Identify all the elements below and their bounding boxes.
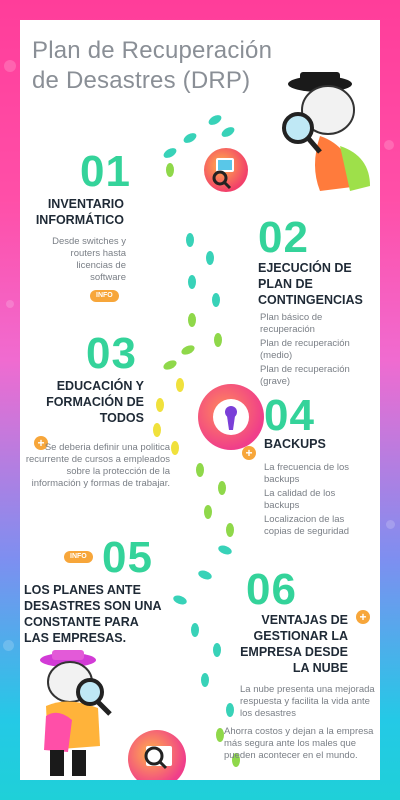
keyhole-icon [198, 384, 264, 450]
section-heading-01: INVENTARIO INFORMÁTICO [35, 197, 124, 227]
section-list-item-02-3: Plan de recuperación (grave) [260, 364, 350, 387]
section-number-05: 05 [102, 533, 153, 582]
section-text-06-2: Ahorra costos y dejan a la empresa más segura ante los males que pueden acontecer en el mundo. [224, 726, 374, 761]
info-badge-01: INFO [90, 290, 119, 302]
section-text-01: Desde switches y routers hasta licencias de software [52, 236, 126, 283]
section-number-02: 02 [258, 213, 309, 262]
decor-dot [3, 640, 14, 651]
section-number-04: 04 [264, 391, 315, 440]
decor-dot [386, 520, 395, 529]
section-heading-02: EJECUCIÓN DE PLAN DE CONTINGENCIAS [258, 261, 363, 307]
plus-icon[interactable]: + [242, 446, 256, 460]
detective-character-bottom [28, 646, 128, 780]
decor-dot [384, 140, 394, 150]
section-list-item-04-3: Localizacion de las copias de seguridad [264, 514, 350, 537]
magnifier-search-icon [128, 730, 186, 780]
section-heading-06: VENTAJAS DE GESTIONAR LA EMPRESA DESDE LA NUBE [240, 613, 348, 675]
section-heading-03: EDUCACIÓN Y FORMACIÓN DE TODOS [46, 379, 144, 425]
section-heading-04: BACKUPS [264, 437, 326, 451]
section-list-item-04-1: La frecuencia de los backups [264, 462, 350, 485]
section-number-06: 06 [246, 565, 297, 614]
section-text-06-1: La nube presenta una mejorada respuesta y facilita la vida ante los desastres [240, 684, 375, 719]
section-list-item-04-2: La calidad de los backups [264, 488, 336, 511]
section-number-01: 01 [80, 147, 131, 196]
section-list-item-02-2: Plan de recuperación (medio) [260, 338, 350, 361]
info-badge-05: INFO [64, 551, 93, 563]
section-heading-05: LOS PLANES ANTE DESASTRES SON UNA CONSTANTE PARA LAS EMPRESAS. [24, 583, 162, 645]
content-card [20, 20, 380, 780]
decor-dot [6, 300, 14, 308]
section-list-item-02-1: Plan básico de recuperación [260, 312, 323, 335]
plus-icon[interactable]: + [34, 436, 48, 450]
section-text-03: Se deberia definir una politica recurrente de cursos a empleados sobre la protección de la información y formas de trabajar. [25, 442, 170, 489]
decor-dot [4, 60, 16, 72]
detective-character-top [270, 66, 380, 196]
plus-icon[interactable]: + [356, 610, 370, 624]
pictures-icon [204, 148, 248, 192]
page-title: Plan de Recuperación de Desastres (DRP) [32, 37, 273, 94]
section-number-03: 03 [86, 329, 137, 378]
